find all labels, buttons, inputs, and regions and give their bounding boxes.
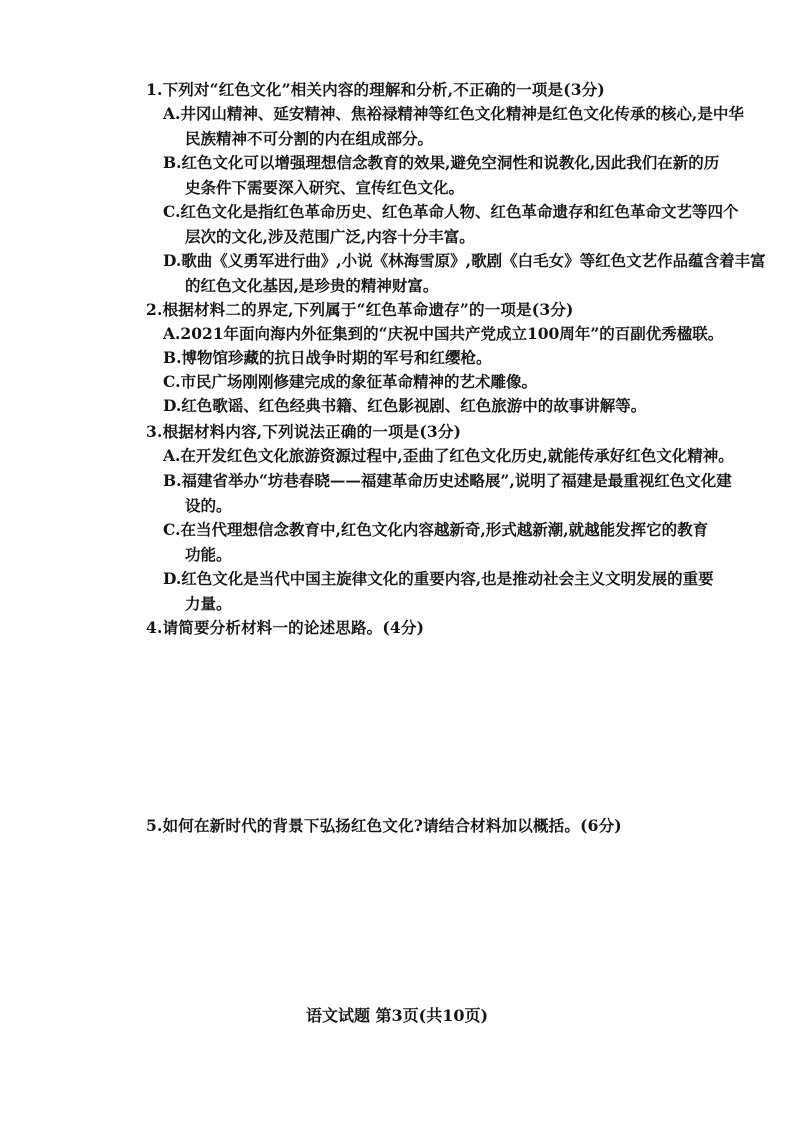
question-1-stem: 1.下列对“红色文化”相关内容的理解和分析,不正确的一项是(3分) [146,80,605,99]
question-1-option-d [163,249,766,298]
question-3-option-a [163,444,734,469]
question-1-option-a [163,102,744,151]
option-line: C.红色文化是指红色革命历史、红色革命人物、红色革命遗存和红色革命文艺等四个 [163,202,739,221]
option-line: 民族精神不可分割的内在组成部分。 [185,128,434,148]
option-line: A.井冈山精神、延安精神、焦裕禄精神等红色文化精神是红色文化传承的核心,是中华 [163,104,744,123]
question-2-stem: 2.根据材料二的界定,下列属于“红色革命遗存”的一项是(3分) [146,300,574,319]
page-footer: 语文试题 第3页(共10页) [305,1006,489,1025]
question-5-stem: 5.如何在新时代的背景下弘扬红色文化?请结合材料加以概括。(6分) [146,816,622,835]
option-line: 层次的文化,涉及范围广泛,内容十分丰富。 [185,226,475,246]
question-3-option-c [163,518,723,567]
question-2-option-c [163,370,723,395]
option-line: B.红色文化可以增强理想信念教育的效果,避免空洞性和说教化,因此我们在新的历 [163,153,720,172]
option-line: D.红色文化是当代中国主旋律文化的重要内容,也是推动社会主义文明发展的重要 [163,569,714,588]
question-2-option-b [163,346,723,371]
option-line: B.福建省举办“坊巷春晓——福建革命历史述略展”,说明了福建是最重视红色文化建 [163,471,732,490]
option-line: 设的。 [185,495,232,515]
option-line: 史条件下需要深入研究、宣传红色文化。 [185,177,465,197]
option-line: C.市民广场刚刚修建完成的象征革命精神的艺术雕像。 [163,372,537,391]
option-line: 力量。 [185,593,232,613]
question-2-option-a [163,322,723,347]
option-line: A.在开发红色文化旅游资源过程中,歪曲了红色文化历史,就能传承好红色文化精神。 [163,446,734,465]
option-line: A.2021年面向海内外征集到的“庆祝中国共产党成立100周年”的百副优秀楹联。 [163,324,724,343]
question-3-option-b [163,469,732,518]
question-3-option-d [163,567,723,616]
option-line: C.在当代理想信念教育中,红色文化内容越新奇,形式越新潮,就越能发挥它的教育 [163,520,709,539]
option-line: B.博物馆珍藏的抗日战争时期的军号和红缨枪。 [163,348,492,367]
question-1-option-b [163,151,723,200]
question-4-stem: 4.请简要分析材料一的论述思路。(4分) [146,618,425,637]
option-line: D.歌曲《义勇军进行曲》,小说《林海雪原》,歌剧《白毛女》等红色文艺作品蕴含着丰富 [163,251,766,270]
question-2-option-d [163,394,723,419]
question-1-option-c [163,200,739,249]
question-3-stem: 3.根据材料内容,下列说法正确的一项是(3分) [146,422,462,441]
option-line: 功能。 [185,544,232,564]
option-line: 的红色文化基因,是珍贵的精神财富。 [185,275,439,295]
option-line: D.红色歌谣、红色经典书籍、红色影视剧、红色旅游中的故事讲解等。 [163,396,647,415]
